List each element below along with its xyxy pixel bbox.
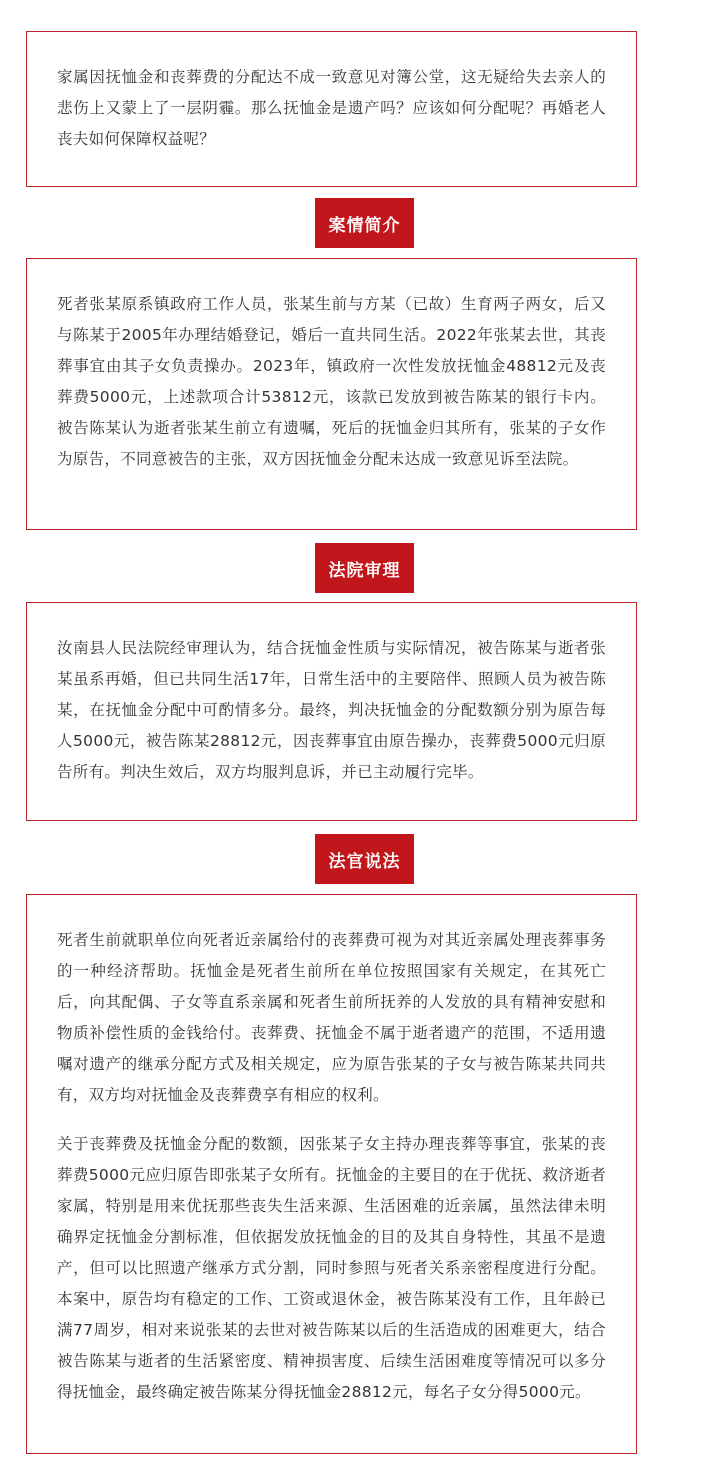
court-trial-box (26, 602, 637, 821)
intro-text: 家属因抚恤金和丧葬费的分配达不成一致意见对簿公堂，这无疑给失去亲人的悲伤上又蒙上了一层阴霾。那么抚恤金是遗产吗？应该如何分配呢？再婚老人丧夫如何保障权益呢？ (57, 68, 606, 148)
case-summary-text: 死者张某原系镇政府工作人员，张某生前与方某（已故）生育两子两女，后又与陈某于2005年办理结婚登记，婚后一直共同生活。2022年张某去世，其丧葬事宜由其子女负责操办。2023年，镇政府一次性发放抚恤金48812元及丧葬费5000元，上述款项合计53812元，该款已发放到被告陈某的银行卡内。被告陈某认为逝者张某生前立有遗嘱，死后的抚恤金归其所有，张某的子女作为原告，不同意被告的主张，双方因抚恤金分配未达成一致意见诉至法院。 (57, 295, 606, 468)
heading-judge-commentary: 法官说法 (315, 834, 414, 884)
heading-case-summary: 案情简介 (315, 198, 414, 248)
case-summary-box (26, 258, 637, 530)
heading-court-trial: 法院审理 (315, 543, 414, 593)
judge-commentary-box (26, 894, 637, 1454)
judge-commentary-paragraph-2: 关于丧葬费及抚恤金分配的数额，因张某子女主持办理丧葬等事宜，张某的丧葬费5000元应归原告即张某子女所有。抚恤金的主要目的在于优抚、救济逝者家属，特别是用来优抚那些丧失生活来源、生活困难的近亲属，虽然法律未明确界定抚恤金分割标准，但依据发放抚恤金的目的及其自身特性，其虽不是遗产，但可以比照遗产继承方式分割，同时参照与死者关系亲密程度进行分配。本案中，原告均有稳定的工作、工资或退休金，被告陈某没有工作，且年龄已满77周岁，相对来说张某的去世对被告陈某以后的生活造成的困难更大，结合被告陈某与逝者的生活紧密度、精神损害度、后续生活困难度等情况可以多分得抚恤金，最终确定被告陈某分得抚恤金28812元，每名子女分得5000元。 (57, 1135, 606, 1401)
court-trial-text: 汝南县人民法院经审理认为，结合抚恤金性质与实际情况，被告陈某与逝者张某虽系再婚，但已共同生活17年，日常生活中的主要陪伴、照顾人员为被告陈某，在抚恤金分配中可酌情多分。最终，判决抚恤金的分配数额分别为原告每人5000元，被告陈某28812元，因丧葬事宜由原告操办，丧葬费5000元归原告所有。判决生效后，双方均服判息诉，并已主动履行完毕。 (57, 639, 606, 781)
judge-commentary-paragraph-1: 死者生前就职单位向死者近亲属给付的丧葬费可视为对其近亲属处理丧葬事务的一种经济帮助。抚恤金是死者生前所在单位按照国家有关规定，在其死亡后，向其配偶、子女等直系亲属和死者生前所抚养的人发放的具有精神安慰和物质补偿性质的金钱给付。丧葬费、抚恤金不属于逝者遗产的范围，不适用遗嘱对遗产的继承分配方式及相关规定，应为原告张某的子女与被告陈某共同共有，双方均对抚恤金及丧葬费享有相应的权利。 (57, 931, 606, 1104)
intro-box (26, 31, 637, 187)
